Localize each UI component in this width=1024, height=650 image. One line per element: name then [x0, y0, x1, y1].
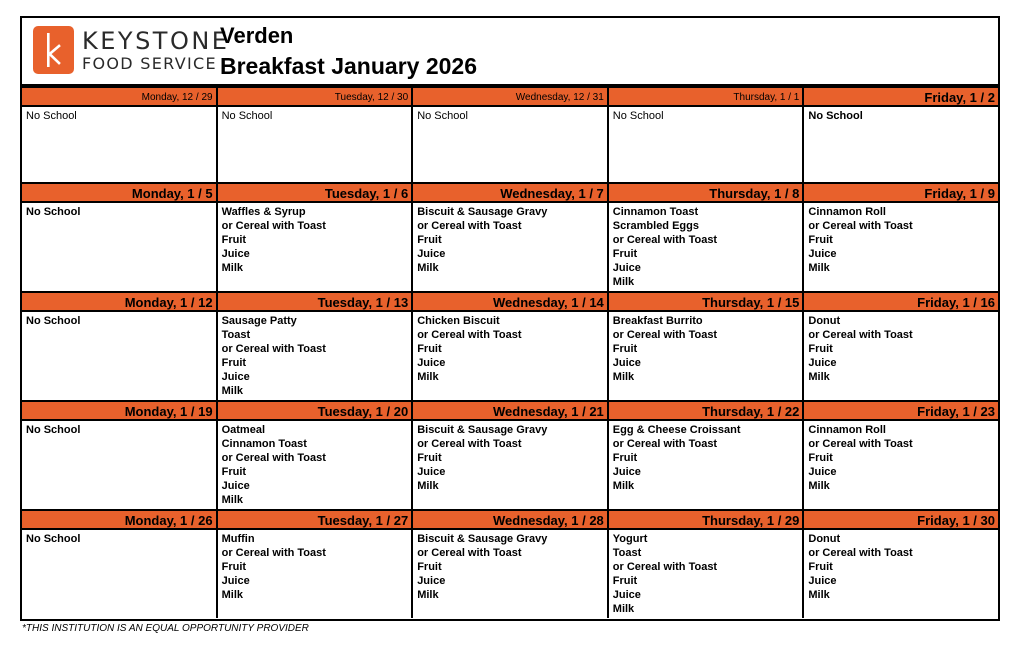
menu-item: or Cereal with Toast	[808, 220, 913, 233]
menu-item: Juice	[417, 466, 446, 479]
day-cell	[218, 402, 414, 509]
menu-item: Fruit	[808, 234, 833, 247]
week-row	[22, 400, 998, 509]
day-date-header: Thursday, 1 / 15	[609, 293, 803, 312]
menu-item: or Cereal with Toast	[221, 547, 326, 560]
menu-item: or Cereal with Toast	[221, 343, 326, 356]
menu-item: Juice	[221, 371, 250, 384]
day-menu	[218, 312, 412, 400]
week-row	[22, 182, 998, 291]
day-cell	[413, 293, 609, 400]
day-menu	[218, 203, 412, 291]
menu-item: or Cereal with Toast	[808, 329, 913, 342]
menu-item: Fruit	[612, 575, 638, 588]
menu-item: or Cereal with Toast	[612, 438, 718, 451]
day-cell	[804, 88, 998, 182]
day-menu	[804, 312, 998, 400]
menu-item: or Cereal with Toast	[808, 438, 913, 451]
day-cell	[804, 511, 998, 618]
day-cell	[22, 511, 218, 618]
day-menu	[22, 107, 216, 182]
menu-item: Fruit	[417, 343, 442, 356]
menu-item: or Cereal with Toast	[808, 547, 913, 560]
day-menu	[804, 107, 998, 182]
menu-item: No School	[612, 110, 664, 122]
menu-item: Milk	[808, 371, 830, 384]
menu-item: Milk	[417, 371, 439, 384]
day-cell	[22, 402, 218, 509]
day-menu	[609, 421, 803, 509]
menu-item: Toast	[221, 329, 251, 342]
day-date-header: Monday, 1 / 12	[22, 293, 216, 312]
day-cell	[22, 184, 218, 291]
day-date-header: Monday, 12 / 29	[22, 88, 216, 107]
menu-item: Cinnamon Roll	[808, 206, 886, 218]
menu-item: Milk	[612, 276, 635, 289]
menu-item: Juice	[808, 248, 837, 261]
menu-item: Juice	[808, 357, 837, 370]
day-menu	[413, 203, 607, 291]
day-cell	[609, 184, 805, 291]
day-date-header: Wednesday, 1 / 14	[413, 293, 607, 312]
menu-item: No School	[417, 110, 468, 122]
day-menu	[609, 312, 803, 400]
menu-item: Fruit	[417, 561, 442, 574]
menu-item: Fruit	[808, 343, 833, 356]
day-cell	[804, 293, 998, 400]
menu-item: Milk	[612, 480, 635, 493]
day-menu	[22, 203, 216, 291]
keystone-logo-icon	[33, 26, 74, 74]
menu-item: Milk	[612, 603, 635, 616]
day-cell	[413, 402, 609, 509]
day-date-header: Tuesday, 1 / 6	[218, 184, 412, 203]
menu-item: No School	[26, 424, 81, 436]
menu-item: Juice	[221, 480, 250, 493]
week-row	[22, 88, 998, 182]
day-menu	[218, 107, 412, 182]
day-menu	[218, 530, 412, 618]
equal-opportunity-footnote: *THIS INSTITUTION IS AN EQUAL OPPORTUNITY PROVIDER	[22, 623, 309, 634]
day-cell	[22, 293, 218, 400]
menu-item: Milk	[417, 262, 439, 275]
menu-item: Scrambled Eggs	[612, 220, 699, 233]
menu-item: Donut	[808, 533, 841, 545]
menu-item: Milk	[417, 480, 439, 493]
menu-item: Juice	[417, 248, 446, 261]
menu-item: Fruit	[417, 452, 442, 465]
menu-item: Juice	[808, 466, 837, 479]
day-cell	[218, 88, 414, 182]
day-date-header: Thursday, 1 / 22	[609, 402, 803, 421]
menu-item: Cinnamon Toast	[221, 438, 307, 451]
day-date-header: Thursday, 1 / 8	[609, 184, 803, 203]
day-cell	[609, 88, 805, 182]
menu-item: Milk	[417, 589, 439, 602]
day-cell	[804, 402, 998, 509]
menu-item: Juice	[808, 575, 837, 588]
day-date-header: Friday, 1 / 30	[804, 511, 998, 530]
day-date-header: Wednesday, 1 / 28	[413, 511, 607, 530]
day-menu	[804, 421, 998, 509]
day-date-header: Monday, 1 / 26	[22, 511, 216, 530]
menu-item: No School	[808, 110, 863, 122]
day-date-header: Thursday, 1 / 29	[609, 511, 803, 530]
menu-item: or Cereal with Toast	[417, 329, 522, 342]
menu-item: No School	[26, 110, 77, 122]
day-date-header: Tuesday, 1 / 13	[218, 293, 412, 312]
weeks-grid	[22, 88, 998, 618]
menu-item: Breakfast Burrito	[612, 315, 703, 327]
menu-item: Cinnamon Toast	[612, 206, 699, 218]
day-date-header: Tuesday, 12 / 30	[218, 88, 412, 107]
day-menu	[804, 530, 998, 618]
menu-item: Milk	[808, 589, 830, 602]
menu-item: Waffles & Syrup	[221, 206, 306, 218]
menu-item: No School	[221, 110, 273, 122]
day-menu	[413, 312, 607, 400]
day-menu	[413, 107, 607, 182]
menu-item: Milk	[612, 371, 635, 384]
day-cell	[413, 184, 609, 291]
day-menu	[609, 530, 803, 618]
menu-item: Juice	[612, 466, 641, 479]
menu-item: Chicken Biscuit	[417, 315, 500, 327]
menu-header	[22, 18, 998, 84]
menu-item: Muffin	[221, 533, 255, 545]
day-cell	[609, 402, 805, 509]
week-row	[22, 509, 998, 618]
menu-item: Fruit	[221, 466, 247, 479]
day-date-header: Friday, 1 / 2	[804, 88, 998, 107]
menu-item: or Cereal with Toast	[612, 561, 718, 574]
menu-item: Juice	[417, 357, 446, 370]
menu-item: or Cereal with Toast	[612, 329, 718, 342]
day-cell	[413, 88, 609, 182]
day-menu	[22, 312, 216, 400]
menu-item: Fruit	[808, 452, 833, 465]
menu-item: Juice	[417, 575, 446, 588]
day-date-header: Wednesday, 12 / 31	[413, 88, 607, 107]
menu-item: Cinnamon Roll	[808, 424, 886, 436]
logo-k-glyph	[33, 26, 74, 74]
menu-item: or Cereal with Toast	[417, 547, 522, 560]
day-cell	[22, 88, 218, 182]
menu-item: Juice	[612, 262, 641, 275]
menu-item: Fruit	[612, 343, 638, 356]
menu-item: or Cereal with Toast	[612, 234, 718, 247]
day-menu	[413, 421, 607, 509]
menu-title: Breakfast January 2026	[220, 53, 477, 79]
day-cell	[413, 511, 609, 618]
menu-calendar	[20, 16, 1000, 621]
menu-item: Fruit	[221, 357, 247, 370]
day-date-header: Friday, 1 / 9	[804, 184, 998, 203]
brand-name: KEYSTONE	[82, 27, 230, 55]
menu-item: Fruit	[221, 234, 247, 247]
day-cell	[218, 511, 414, 618]
menu-item: Juice	[221, 575, 250, 588]
week-row	[22, 291, 998, 400]
menu-item: Milk	[221, 494, 243, 507]
day-date-header: Monday, 1 / 19	[22, 402, 216, 421]
menu-item: or Cereal with Toast	[221, 452, 326, 465]
day-menu	[218, 421, 412, 509]
menu-item: Fruit	[808, 561, 833, 574]
day-menu	[413, 530, 607, 618]
day-date-header: Friday, 1 / 16	[804, 293, 998, 312]
day-date-header: Monday, 1 / 5	[22, 184, 216, 203]
menu-item: Fruit	[612, 248, 638, 261]
menu-item: Biscuit & Sausage Gravy	[417, 206, 548, 218]
day-date-header: Tuesday, 1 / 20	[218, 402, 412, 421]
menu-item: Juice	[221, 248, 250, 261]
menu-item: Fruit	[221, 561, 247, 574]
menu-item: Biscuit & Sausage Gravy	[417, 424, 548, 436]
day-cell	[804, 184, 998, 291]
menu-item: Juice	[612, 357, 641, 370]
menu-item: Milk	[221, 262, 243, 275]
brand-subtitle: FOOD SERVICE	[82, 54, 217, 73]
day-menu	[22, 421, 216, 509]
menu-item: or Cereal with Toast	[417, 220, 522, 233]
menu-item: Sausage Patty	[221, 315, 297, 327]
day-cell	[218, 184, 414, 291]
menu-item: Fruit	[417, 234, 442, 247]
menu-item: Milk	[221, 589, 243, 602]
menu-item: Oatmeal	[221, 424, 266, 436]
menu-item: or Cereal with Toast	[221, 220, 326, 233]
menu-item: Donut	[808, 315, 841, 327]
day-date-header: Thursday, 1 / 1	[609, 88, 803, 107]
day-cell	[609, 293, 805, 400]
day-menu	[609, 107, 803, 182]
menu-item: Biscuit & Sausage Gravy	[417, 533, 548, 545]
district-title: Verden	[220, 23, 294, 48]
menu-item: Toast	[612, 547, 642, 560]
day-date-header: Wednesday, 1 / 7	[413, 184, 607, 203]
menu-item: Egg & Cheese Croissant	[612, 424, 741, 436]
menu-item: Fruit	[612, 452, 638, 465]
menu-item: No School	[26, 533, 81, 545]
day-menu	[804, 203, 998, 291]
menu-item: No School	[26, 315, 81, 327]
day-date-header: Wednesday, 1 / 21	[413, 402, 607, 421]
day-menu	[609, 203, 803, 291]
menu-item: No School	[26, 206, 81, 218]
day-menu	[22, 530, 216, 618]
menu-item: Juice	[612, 589, 641, 602]
day-cell	[218, 293, 414, 400]
menu-item: or Cereal with Toast	[417, 438, 522, 451]
day-date-header: Tuesday, 1 / 27	[218, 511, 412, 530]
day-date-header: Friday, 1 / 23	[804, 402, 998, 421]
menu-item: Yogurt	[612, 533, 648, 545]
day-cell	[609, 511, 805, 618]
menu-item: Milk	[221, 385, 243, 398]
menu-item: Milk	[808, 480, 830, 493]
menu-item: Milk	[808, 262, 830, 275]
